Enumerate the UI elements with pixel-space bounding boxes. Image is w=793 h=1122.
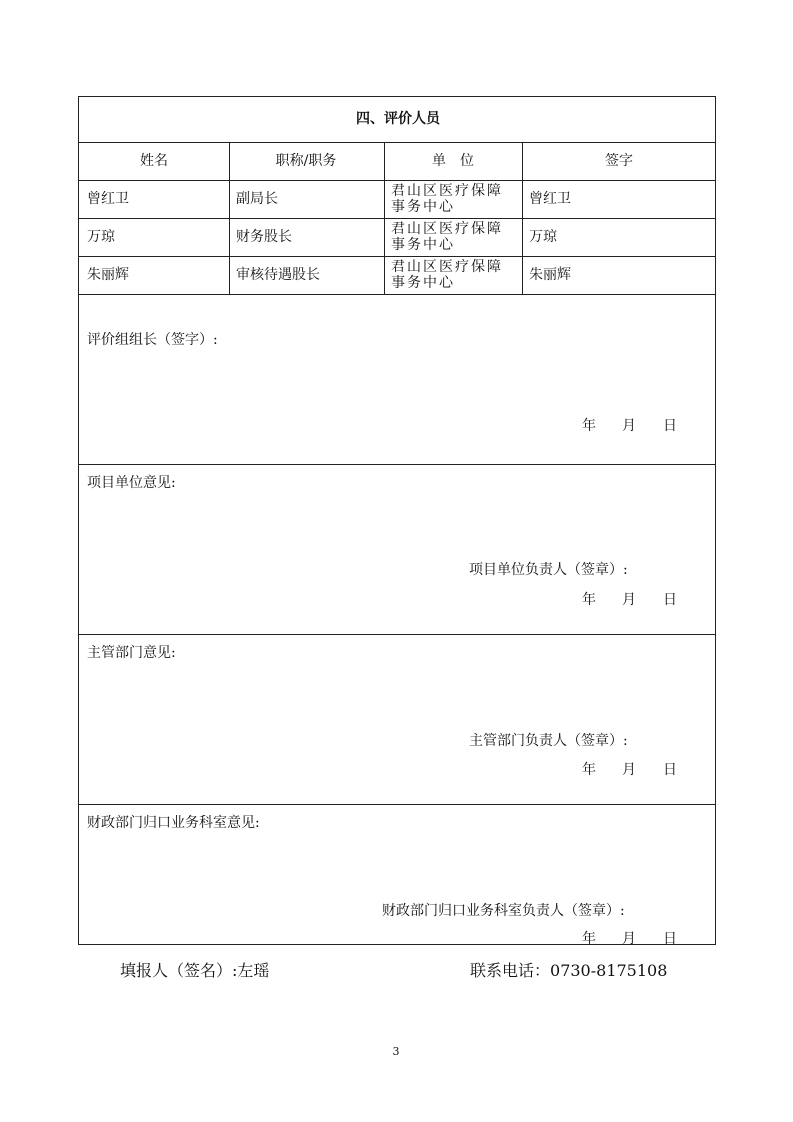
- header-name: 姓名: [140, 153, 168, 169]
- competent-dept-opinion-label: 主管部门意见:: [87, 645, 176, 661]
- evaluation-form-table: [78, 96, 716, 945]
- date-day: 日: [663, 592, 677, 608]
- date-day: 日: [663, 931, 677, 947]
- row-signature: 朱丽辉: [529, 267, 571, 283]
- finance-dept-sign-label: 财政部门归口业务科室负责人（签章）:: [382, 903, 625, 919]
- filler-signature: [120, 958, 269, 981]
- header-title: 职称/职务: [275, 153, 337, 169]
- date-month: 月: [622, 592, 636, 608]
- date-month: 月: [622, 931, 636, 947]
- page-number: 3: [392, 1045, 400, 1058]
- competent-dept-sign-label: 主管部门负责人（签章）:: [469, 733, 628, 749]
- date-day: 日: [663, 762, 677, 778]
- divider: [79, 180, 715, 181]
- finance-dept-opinion-label: 财政部门归口业务科室意见:: [87, 815, 260, 831]
- divider: [79, 294, 715, 295]
- row-title: 财务股长: [236, 229, 292, 245]
- project-unit-opinion-label: 项目单位意见:: [87, 475, 176, 491]
- divider: [79, 464, 715, 465]
- row-signature: 万琼: [529, 229, 557, 245]
- row-name: 万琼: [87, 229, 115, 245]
- row-name: 朱丽辉: [87, 267, 129, 283]
- date-month: 月: [622, 762, 636, 778]
- row-unit: 君山区医疗保障事务中心: [391, 183, 503, 215]
- date-year: 年: [582, 931, 596, 947]
- date-year: 年: [582, 762, 596, 778]
- phone-label: 联系电话：: [470, 961, 551, 980]
- row-unit: 君山区医疗保障事务中心: [391, 259, 503, 291]
- project-unit-sign-label: 项目单位负责人（签章）:: [469, 562, 628, 578]
- row-signature: 曾红卫: [529, 191, 571, 207]
- row-title: 审核待遇股长: [236, 267, 320, 283]
- date-year: 年: [582, 592, 596, 608]
- divider: [79, 218, 715, 219]
- date-month: 月: [622, 418, 636, 434]
- section-title: 四、评价人员: [356, 111, 440, 127]
- divider: [79, 142, 715, 143]
- row-title: 副局长: [236, 191, 278, 207]
- divider: [79, 634, 715, 635]
- phone-number: 0730-8175108: [550, 961, 668, 980]
- column-divider: [229, 142, 230, 294]
- date-day: 日: [663, 418, 677, 434]
- divider: [79, 256, 715, 257]
- filler-label: 填报人（签名）:: [120, 961, 238, 980]
- contact-phone: [470, 958, 667, 981]
- divider: [79, 804, 715, 805]
- row-unit: 君山区医疗保障事务中心: [391, 221, 503, 253]
- date-year: 年: [582, 418, 596, 434]
- column-divider: [522, 142, 523, 294]
- filler-name: 左瑶: [237, 961, 270, 980]
- column-divider: [384, 142, 385, 294]
- row-name: 曾红卫: [87, 191, 129, 207]
- header-unit: 单 位: [432, 153, 474, 169]
- leader-label: 评价组组长（签字）:: [87, 332, 218, 348]
- header-signature: 签字: [605, 153, 633, 169]
